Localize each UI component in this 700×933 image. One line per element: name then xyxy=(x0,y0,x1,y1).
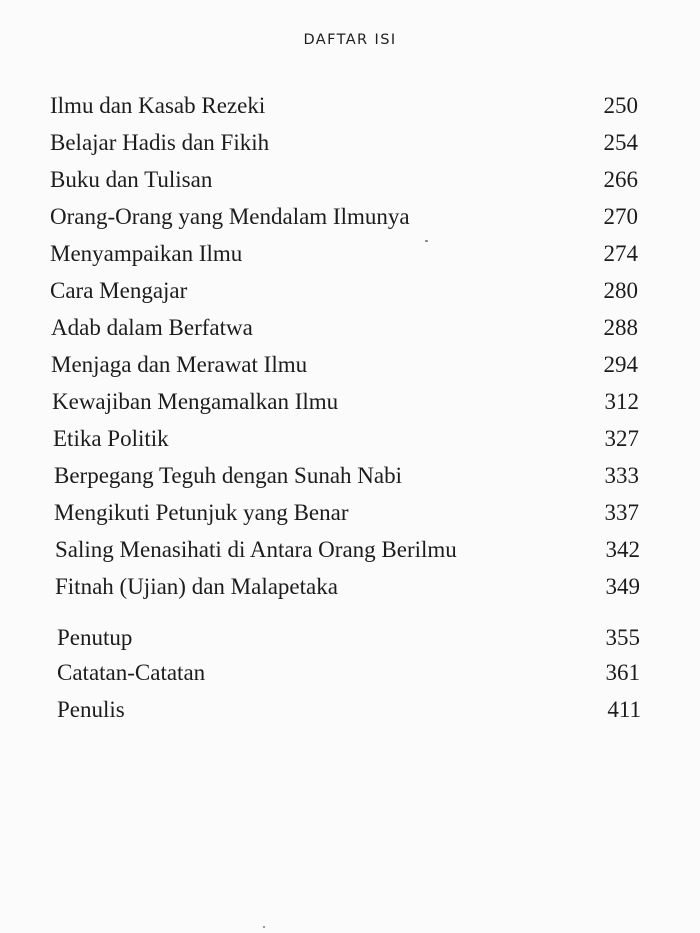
toc-entry-page: 355 xyxy=(605,625,640,650)
toc-entry-title: Saling Menasihati di Antara Orang Berilmu xyxy=(55,537,457,562)
toc-entry xyxy=(54,496,639,530)
toc-entry xyxy=(53,422,639,456)
toc-entry-page: 312 xyxy=(604,389,639,414)
toc-entry xyxy=(50,200,638,234)
toc-entry-title: Ilmu dan Kasab Rezeki xyxy=(50,93,266,118)
toc-entry-title: Berpegang Teguh dengan Sunah Nabi xyxy=(54,463,402,488)
toc-entry-page: 270 xyxy=(603,204,638,229)
paper-speck xyxy=(263,926,265,928)
toc-entry-title: Orang-Orang yang Mendalam Ilmunya xyxy=(50,204,410,229)
toc-back-matter-entry xyxy=(57,621,640,655)
toc-entry-title: Catatan-Catatan xyxy=(57,660,206,685)
toc-entry-page: 342 xyxy=(605,537,640,562)
toc-entry xyxy=(50,274,638,308)
toc-entry-title: Fitnah (Ujian) dan Malapetaka xyxy=(55,574,338,599)
toc-entry-page: 349 xyxy=(605,574,640,599)
toc-entry xyxy=(54,459,639,493)
toc-entry-title: Penulis xyxy=(57,697,125,722)
toc-entry-page: 274 xyxy=(603,241,638,266)
toc-entry-title: Buku dan Tulisan xyxy=(50,167,213,192)
toc-entry xyxy=(50,126,638,160)
toc-back-matter-entry xyxy=(57,693,641,727)
toc-entry xyxy=(51,311,638,345)
toc-entry xyxy=(50,89,638,123)
toc-entry-title: Mengikuti Petunjuk yang Benar xyxy=(54,500,349,525)
toc-entry xyxy=(55,570,640,604)
paper-speck xyxy=(425,240,428,242)
toc-entry-page: 250 xyxy=(603,93,638,118)
toc-entry-page: 280 xyxy=(603,278,638,303)
toc-entry-page: 254 xyxy=(603,130,638,155)
toc-entry xyxy=(51,348,638,382)
toc-entry-page: 333 xyxy=(604,463,639,488)
toc-entry-page: 266 xyxy=(603,167,638,192)
toc-entry-page: 361 xyxy=(605,660,640,685)
toc-entry-title: Penutup xyxy=(57,625,133,650)
toc-entry-page: 337 xyxy=(604,500,639,525)
toc-entry xyxy=(55,533,640,567)
toc-entry-title: Kewajiban Mengamalkan Ilmu xyxy=(52,389,339,414)
toc-entry-page: 288 xyxy=(603,315,638,340)
toc-entry-title: Belajar Hadis dan Fikih xyxy=(50,130,270,155)
toc-back-matter-entry xyxy=(57,656,640,690)
toc-entry xyxy=(50,163,638,197)
toc-entry-title: Menjaga dan Merawat Ilmu xyxy=(51,352,308,377)
toc-entry-page: 294 xyxy=(603,352,638,377)
toc-entry-page: 411 xyxy=(607,697,641,722)
toc-entry-title: Etika Politik xyxy=(53,426,169,451)
toc-entry-title: Cara Mengajar xyxy=(50,278,188,303)
toc-entry-page: 327 xyxy=(604,426,639,451)
toc-entry xyxy=(50,237,638,271)
toc-entry-title: Menyampaikan Ilmu xyxy=(50,241,243,266)
toc-entry-title: Adab dalam Berfatwa xyxy=(51,315,253,340)
page-title: DAFTAR ISI xyxy=(303,32,397,48)
toc-entry xyxy=(52,385,639,419)
